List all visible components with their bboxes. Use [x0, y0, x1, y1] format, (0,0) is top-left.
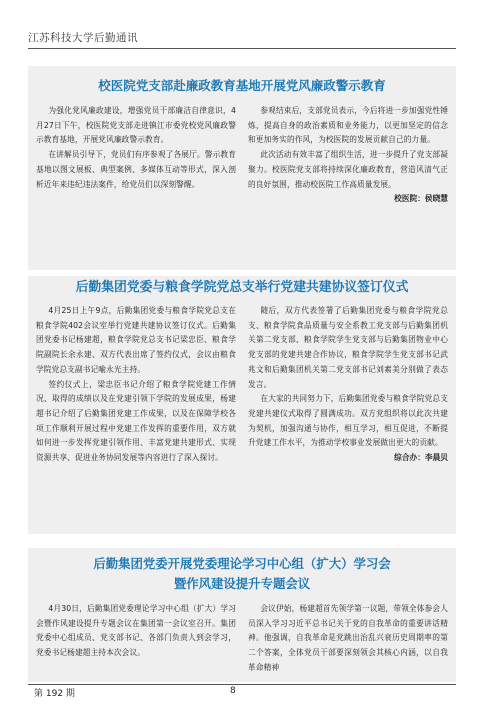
paragraph: 4月30日，后勤集团党委理论学习中心组（扩大）学习会暨作风建设提升专题会议在集团第一会议室召开。集团党委中心组成员、党支部书记、各部门负责人到会学习，党委书记杨建超主持本次会议。 — [36, 604, 236, 658]
paragraph: 随后，双方代表签署了后勤集团党委与粮食学院党总支、粮食学院食品质量与安全系教工党支部与后勤集团机关第二党支部、粮食学院学生党支部与后勤集团物业中心党支部的党建共建合作协议，粮食学院学生党支部书记武兆文和后勤集团机关第二党支部书记刘素美分别做了表态发言。 — [248, 306, 448, 389]
paragraph: 此次活动有效丰富了组织生活，进一步提升了党支部凝聚力。校医院党支部将持续深化廉政教育，营造风清气正的良好氛围，推动校医院工作高质量发展。 — [248, 150, 448, 189]
page-number: 8 — [230, 686, 236, 696]
paragraph: 签约仪式上，梁忠臣书记介绍了粮食学院党建工作情况、取得的成绩以及在党建引领下学院的发展成果，杨建超书记介绍了后勤集团党建工作成果，以及在保障学校各项工作顺利开展过程中党建工作发挥的重要作用，双方就如何进一步发挥党建引领作用、丰富党建共建形式、实现资源共享、促进业务协同发展等内容进行了深入探讨。 — [36, 379, 236, 463]
paragraph: 4月25日上午9点，后勤集团党委与粮食学院党总支在粮食学院402会议室举行党建共建协议签订仪式。后勤集团党委书记杨建超，粮食学院党总支书记梁忠臣、粮食学院副院长余永建、双方代表出席了签约仪式，会议由粮食学院党总支副书记喻永光主持。 — [36, 306, 236, 374]
footer-divider — [28, 684, 456, 685]
article-title-line: 后勤集团党委与粮食学院党总支举行党建共建协议签订仪式 — [75, 280, 409, 295]
paragraph: 为强化党风廉政建设，增强党员干部廉洁自律意识，4月27日下午，校医院党支部走进镇江市委党校党风廉政警示教育基地，开展党风廉政警示教育。 — [36, 106, 236, 145]
article-2-left-column — [36, 304, 236, 466]
article-1-title — [28, 76, 456, 96]
article-2 — [28, 276, 456, 534]
issue-number: 第 192 期 — [34, 689, 75, 699]
article-3-title — [28, 554, 456, 594]
paragraph: 在讲解员引导下，党员们有序参观了各展厅。警示教育基地以图文展板、典型案例、多媒体互动等形式，深入剖析近年来违纪违法案件，给党员们以深刻警醒。 — [36, 150, 236, 189]
article-3-left-column — [36, 602, 236, 661]
article-title-line: 校医院党支部赴廉政教育基地开展党风廉政警示教育 — [98, 78, 386, 93]
article-title-line: 后勤集团党委开展党委理论学习中心组（扩大）学习会 — [93, 556, 391, 571]
article-2-right-column — [248, 304, 448, 466]
paragraph: 会议伊始，杨建超首先领学第一议题，带领全体参会人员深入学习习近平总书记关于党的自我革命的重要讲话精神。他强调，自我革命是党跳出治乱兴衰历史周期率的第二个答案，全体党员干部要深刻领会其核心内涵，以自我革命精神 — [248, 604, 448, 672]
article-author: 综合办：李晨贝 — [394, 453, 448, 463]
page-header — [28, 18, 456, 49]
paragraph: 在大家的共同努力下，后勤集团党委与粮食学院党总支党建共建仪式取得了圆满成功。双方党组织将以此次共建为契机，加强沟通与协作，相互学习，相互促进，不断提升党建工作水平，为推动学校事业发展做出更大的贡献。 — [248, 394, 448, 448]
article-1 — [28, 66, 456, 270]
article-3-right-column — [248, 602, 448, 682]
newsletter-title: 江苏科技大学后勤通讯 — [28, 32, 138, 44]
article-2-title — [28, 278, 456, 298]
article-3 — [28, 548, 456, 682]
article-1-left-column — [36, 104, 236, 192]
article-title-line: 暨作风建设提升专题会议 — [173, 576, 311, 591]
article-1-right-column — [248, 104, 448, 207]
article-author: 校医院：侯晓慧 — [394, 194, 448, 204]
paragraph: 参观结束后，支部党员表示，今后将进一步加强党性锤炼，提高自身的政治素质和业务能力，以更加坚定的信念和更加务实的作风，为校医院的发展贡献自己的力量。 — [248, 106, 448, 145]
